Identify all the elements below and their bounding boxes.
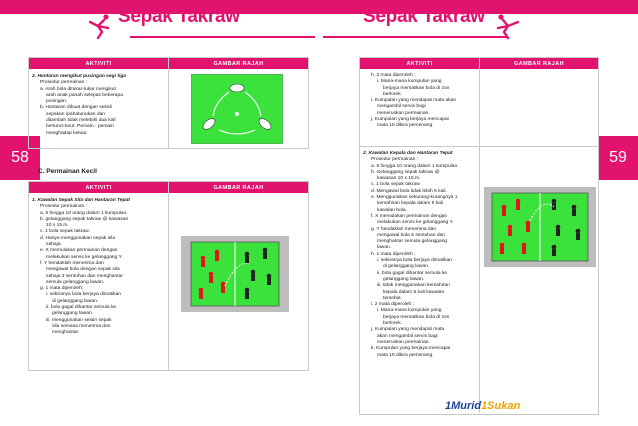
text-line: f. X memulakan permainan dengan — [371, 213, 448, 219]
text-line: tersebut. — [383, 295, 403, 301]
text-line: 2. Hantaran mengikut pusingan segi tiga — [32, 74, 127, 79]
text-line: Prosedur permainan : — [371, 157, 419, 163]
text-line: akan mengambil servis bagi — [377, 333, 438, 339]
table-header — [29, 58, 308, 69]
activity-text — [29, 69, 169, 148]
text-line: i. Mana-mana kumpulan yang — [377, 79, 442, 85]
title-underline — [130, 36, 315, 38]
text-line: b. gelanggang sepak takraw @ kawasan — [40, 216, 129, 222]
text-line: g. 1 mata diperoleh; — [40, 286, 84, 292]
text-line: sepakan /pahatunukan dan — [46, 111, 106, 117]
activity-table-2 — [28, 181, 309, 371]
text-line: menghantar. — [52, 330, 80, 336]
triangle-passing-diagram — [191, 74, 283, 144]
text-line: 10 x 15 m. — [46, 223, 69, 229]
text-line: a. 5 hingga 10 orang dalam 1 kumpulan. — [371, 163, 459, 169]
text-line: meneruskan permainan. — [377, 339, 430, 345]
page-title: Sepak Takraw — [363, 6, 485, 27]
court-diagram-sepak-sila — [181, 236, 289, 312]
text-line: Prosedur permainan : — [40, 204, 88, 210]
page-right — [319, 0, 638, 426]
text-line: j. Kumpulan yang berjaya mencapai — [371, 117, 449, 123]
header-gambar-rajah: GAMBAR RAJAH — [213, 60, 264, 67]
text-line: iii. tidak menggunakan kemahiran — [377, 283, 450, 289]
section-c-title: C. Permainan Kecil — [38, 168, 97, 175]
text-line: k. Kumpulan yang berjaya mencapai — [371, 346, 451, 352]
1murid-1sukan-logo: 1Murid1Sukan — [445, 400, 521, 412]
text-line: h. 1 mata diperoleh ; — [371, 251, 416, 257]
text-line: berjaya mematikan bola di zon — [383, 85, 450, 91]
text-line: berjaya mematikan bola di zon — [383, 314, 450, 320]
table-header — [29, 182, 308, 193]
text-line: i. sekiranya bola berjaya dimatikan — [377, 258, 453, 264]
table-header — [360, 58, 598, 69]
text-line: melakukan servis ke gelanggang Y. — [377, 220, 454, 226]
text-line: a. Arah bola ditukar-tukar mengikut — [40, 86, 116, 92]
activity-text — [360, 69, 480, 146]
text-line: sahaja 3 sentuhan dan menghantar — [46, 273, 123, 279]
activity-text — [360, 147, 480, 413]
court-diagram-kepala — [484, 187, 596, 267]
text-line: i. sekiranya bola berjaya dimatikan — [46, 292, 122, 298]
text-line: i. Mana-mana kumpulan yang — [377, 308, 442, 314]
text-line: d. Mengawal bola tidak lebih 5 kali. — [371, 188, 447, 194]
text-line: lawan. — [377, 245, 392, 251]
text-line: gelanggang lawan. — [52, 311, 94, 317]
text-line: ii. bola gagal dihantar semula ke — [377, 270, 448, 276]
text-line: g. Y hendaklah menerima dan — [371, 226, 437, 232]
text-line: menghadap keluar. — [46, 130, 88, 136]
text-line: mengawal bola 5 sentuhan dan — [377, 232, 445, 238]
text-line: kawalan bola. — [377, 207, 407, 213]
activity-table-1 — [359, 57, 599, 147]
text-line: 2. Kawalan Kepala dan Hantaran Tepat — [363, 151, 453, 156]
text-line: mata 15 dikira pemenang. — [377, 352, 434, 358]
text-line: sila semasa menerima dan — [52, 323, 111, 329]
diagram-cell — [480, 147, 598, 413]
text-line: i. Kumpulan yang mendapat mata akan — [371, 98, 457, 104]
title-underline — [323, 36, 508, 38]
diagram-cell — [169, 69, 308, 148]
text-line: kawasan 10 x 15 m. — [377, 176, 421, 182]
diagram-cell — [169, 193, 308, 370]
activity-table-2 — [359, 147, 599, 415]
text-line: ii. bola gagal dihantar semula ke — [46, 305, 117, 311]
activity-table-1 — [28, 57, 309, 149]
text-line: c. 1 bola sepak takraw. — [371, 182, 421, 188]
diagram-cell — [480, 69, 598, 146]
text-line: f. Y hendaklah menerima dan — [40, 260, 104, 266]
header-gambar-rajah: GAMBAR RAJAH — [513, 60, 565, 67]
page-title: Sepak Takraw — [118, 6, 240, 27]
text-line: b. Gelanggang sepak takraw @ — [371, 169, 440, 175]
text-line: kepala dalam 5 kali kawalan — [383, 289, 445, 295]
text-line: d. Hanya menggunakan sepak sila — [40, 235, 116, 241]
text-line: b. Hantaran dibuat dengan sekali — [40, 105, 112, 111]
text-line: ditambah tidak melebihi dua kali — [46, 118, 116, 124]
text-line: e. Menggunakan sekurang-kurangnya 1 — [371, 195, 458, 201]
text-line: kemahiran kepala dalam 5 kali — [377, 201, 444, 207]
text-line: e. X memulakan permainan dengan — [40, 248, 118, 254]
text-line: iii. menggunakan selain sepak — [46, 317, 112, 323]
text-line: mata 15 dikira pemenang. — [377, 123, 434, 129]
text-line: melakukan servis ke gelanggang Y. — [46, 254, 123, 260]
text-line: c. 1 bola sepak takraw. — [40, 229, 90, 235]
takraw-player-icon — [86, 12, 114, 40]
page-number: 59 — [598, 136, 638, 180]
header-gambar-rajah: GAMBAR RAJAH — [213, 184, 264, 191]
text-line: 1. Kawalan Sepak Sila dan Hantaran Tepat — [32, 198, 130, 203]
text-line: i. 2 mata diperoleh ; — [371, 302, 414, 308]
text-line: a. 5 hingga 10 orang dalam 1 kumpulan. — [40, 210, 128, 216]
text-line: arah anak panah selepas beberapa — [46, 92, 123, 98]
text-line: meneruskan permainan. — [377, 110, 430, 116]
text-line: berlorek. — [383, 321, 403, 327]
text-line: sahaja. — [46, 242, 62, 248]
text-line: gelanggang lawan. — [383, 276, 425, 282]
text-line: berlorek. — [383, 91, 403, 97]
text-line: Prosedur permainan : — [40, 80, 88, 86]
page-number: 58 — [0, 136, 40, 180]
text-line: berturut-turut. Pemain - pemain — [46, 124, 114, 130]
text-line: h. 2 mata diperoleh ; — [371, 73, 416, 78]
activity-text — [29, 193, 169, 370]
header-aktiviti: AKTIVITI — [29, 58, 169, 69]
text-line: mengambil servis bagi — [377, 104, 426, 110]
text-line: di gelanggang lawan. — [52, 298, 99, 304]
text-line: mengawal bola dengan sepak sila — [46, 267, 120, 273]
header-aktiviti: AKTIVITI — [29, 182, 169, 193]
text-line: di gelanggang lawan. — [383, 264, 430, 270]
header-aktiviti: AKTIVITI — [360, 58, 480, 69]
text-line: semula gelanggang lawan. — [46, 279, 105, 285]
text-line: menghantar semula gelanggang — [377, 239, 448, 245]
text-line: j. Kumpulan yang mendapat mata — [371, 327, 445, 333]
text-line: pusingan. — [46, 99, 68, 105]
